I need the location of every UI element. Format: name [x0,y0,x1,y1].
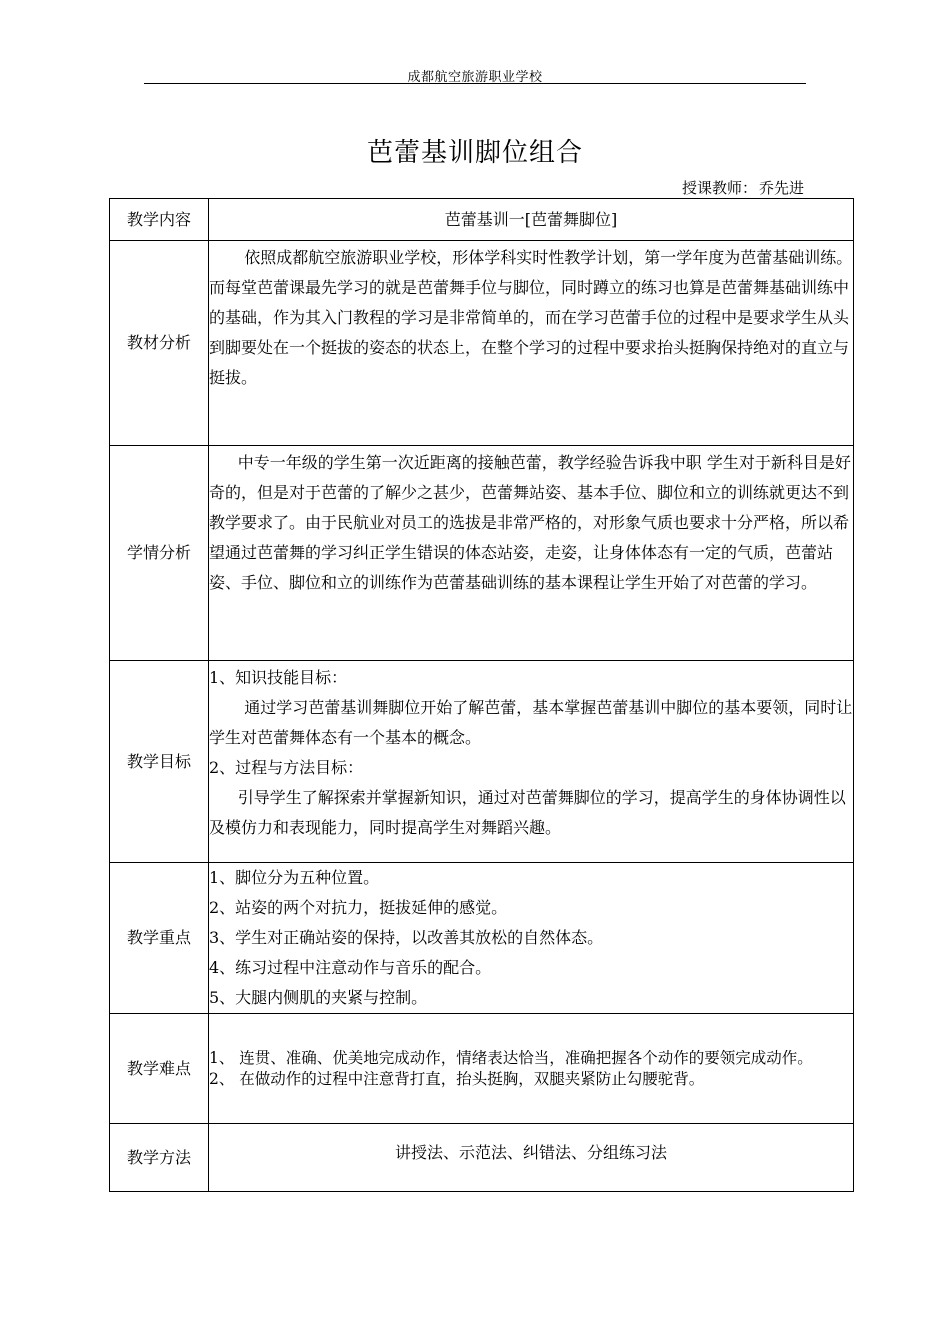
table-row-methods [110,1124,854,1192]
table-row-material [110,241,854,446]
list-item: 1、 连贯、准确、优美地完成动作，情绪表达恰当，准确把握各个动作的要领完成动作。 [209,1048,813,1067]
row-label-methods: 教学方法 [110,1124,209,1192]
row-label-goals: 教学目标 [110,661,209,863]
list-item: 1、脚位分为五种位置。 [209,868,380,887]
material-text: 依照成都航空旅游职业学校，形体学科实时性教学计划，第一学年度为芭蕾基础训练。而每堂芭蕾课最先学习的就是芭蕾舞手位与脚位，同时蹲立的练习也算是芭蕾舞基础训练中的基础，作为其入门教程的学习是非常简单的，而在学习芭蕾手位的过程中是要求学生从头到脚要处在一个挺拔的姿态的状态上，在整个学习的过程中要求抬头挺胸保持绝对的直立与挺拔。 [209,248,853,387]
row-label-students: 学情分析 [110,446,209,661]
table-row-content [110,199,854,241]
key-points-list [209,863,854,1014]
table-row-students [110,446,854,661]
student-analysis [209,446,854,661]
goal-heading-1: 1、知识技能目标： [209,668,348,687]
table-row-difficulties [110,1014,854,1124]
school-header: 成都航空旅游职业学校 [407,70,543,85]
goal-text-1: 通过学习芭蕾基训舞脚位开始了解芭蕾，基本掌握芭蕾基训中脚位的基本要领，同时让学生对芭蕾舞体态有一个基本的概念。 [209,698,853,747]
table-row-goals [110,661,854,863]
students-text: 中专一年级的学生第一次近距离的接触芭蕾，教学经验告诉我中职 学生对于新科目是好奇的，但是对于芭蕾的了解少之甚少，芭蕾舞站姿、基本手位、脚位和立的训练就更达不到教学要求了。由于民航业对员工的选拔是非常严格的，对形象气质也要求十分严格，所以希望通过芭蕾舞的学习纠正学生错误的体态站姿，走姿，让身体体态有一定的气质，芭蕾站姿、手位、脚位和立的训练作为芭蕾基础训练的基本课程让学生开始了对芭蕾的学习。 [209,453,851,592]
teacher-label: 授课教师： [681,179,757,197]
list-item: 2、站姿的两个对抗力，挺拔延伸的感觉。 [209,898,508,917]
list-item: 2、 在做动作的过程中注意背打直，抬头挺胸，双腿夹紧防止勾腰驼背。 [209,1069,705,1088]
difficulties-list [209,1014,854,1124]
header-divider [144,83,806,84]
list-item: 5、大腿内侧肌的夹紧与控制。 [209,988,428,1007]
lesson-plan-table [109,198,854,1192]
teacher-line [682,177,806,198]
row-label-material: 教材分析 [110,241,209,446]
goal-text-2: 引导学生了解探索并掌握新知识，通过对芭蕾舞脚位的学习，提高学生的身体协调性以及模仿力和表现能力，同时提高学生对舞蹈兴趣。 [209,788,846,837]
row-label-difficulties: 教学难点 [110,1014,209,1124]
list-item: 4、练习过程中注意动作与音乐的配合。 [209,958,492,977]
teaching-goals [209,661,854,863]
page-title: 芭蕾基训脚位组合 [366,138,583,168]
row-label-content: 教学内容 [110,199,209,241]
content-value: 芭蕾基训一[芭蕾舞脚位] [209,199,854,241]
material-analysis [209,241,854,446]
methods-value: 讲授法、示范法、纠错法、分组练习法 [209,1124,854,1192]
teacher-name: 乔先进 [758,179,804,197]
row-label-keypoints: 教学重点 [110,863,209,1014]
list-item: 3、学生对正确站姿的保持，以改善其放松的自然体态。 [209,928,604,947]
goal-heading-2: 2、过程与方法目标： [209,758,364,777]
table-row-keypoints [110,863,854,1014]
